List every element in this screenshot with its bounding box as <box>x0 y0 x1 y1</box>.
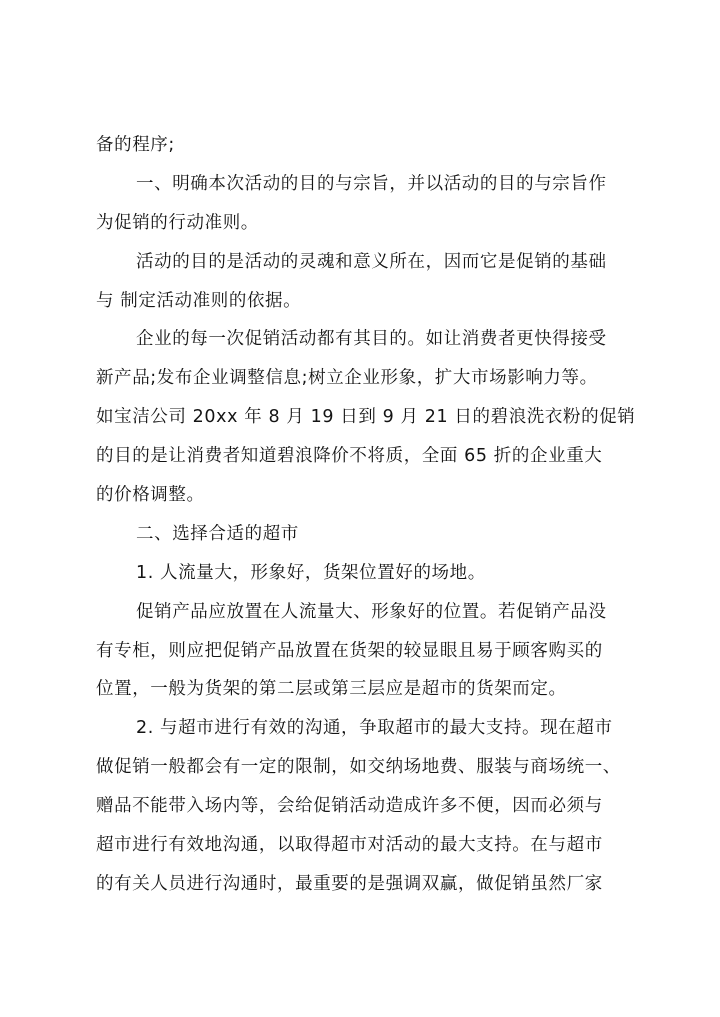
text-line: 位置，一般为货架的第二层或第三层应是超市的货架而定。 <box>96 679 567 700</box>
text-line: 活动的目的是活动的灵魂和意义所在，因而它是促销的基础 <box>136 251 607 272</box>
text-line: 超市进行有效地沟通，以取得超市对活动的最大支持。在与超市 <box>96 835 603 856</box>
document-body <box>96 126 636 904</box>
text-line: 的有关人员进行沟通时，最重要的是强调双赢，做促销虽然厂家 <box>96 873 603 894</box>
text-line: 如宝洁公司 20xx 年 8 月 19 日到 9 月 21 日的碧浪洗衣粉的促销 <box>96 407 636 428</box>
text-line: 一、明确本次活动的目的与宗旨，并以活动的目的与宗旨作 <box>136 173 607 194</box>
text-line: 赠品不能带入场内等，会给促销活动造成许多不便，因而必须与 <box>96 796 603 817</box>
text-line: 的目的是让消费者知道碧浪降价不将质，全面 65 折的企业重大 <box>96 446 603 467</box>
text-line: 做促销一般都会有一定的限制，如交纳场地费、服装与商场统一、 <box>96 757 621 778</box>
text-line: 备的程序; <box>96 135 175 155</box>
text-line: 为促销的行动准则。 <box>96 212 259 233</box>
text-line: 促销产品应放置在人流量大、形象好的位置。若促销产品没 <box>136 601 607 622</box>
text-line: 新产品;发布企业调整信息;树立企业形象，扩大市场影响力等。 <box>96 368 598 389</box>
section-heading: 二、选择合适的超市 <box>136 523 299 544</box>
text-line: 的价格调整。 <box>96 485 205 506</box>
text-line: 企业的每一次促销活动都有其目的。如让消费者更快得接受 <box>136 329 607 350</box>
text-line: 与 制定活动准则的依据。 <box>96 290 302 311</box>
text-line: 有专柜，则应把促销产品放置在货架的较显眼且易于顾客购买的 <box>96 640 603 661</box>
text-line: 1. 人流量大，形象好，货架位置好的场地。 <box>136 562 486 583</box>
text-line: 2. 与超市进行有效的沟通，争取超市的最大支持。现在超市 <box>136 718 613 739</box>
